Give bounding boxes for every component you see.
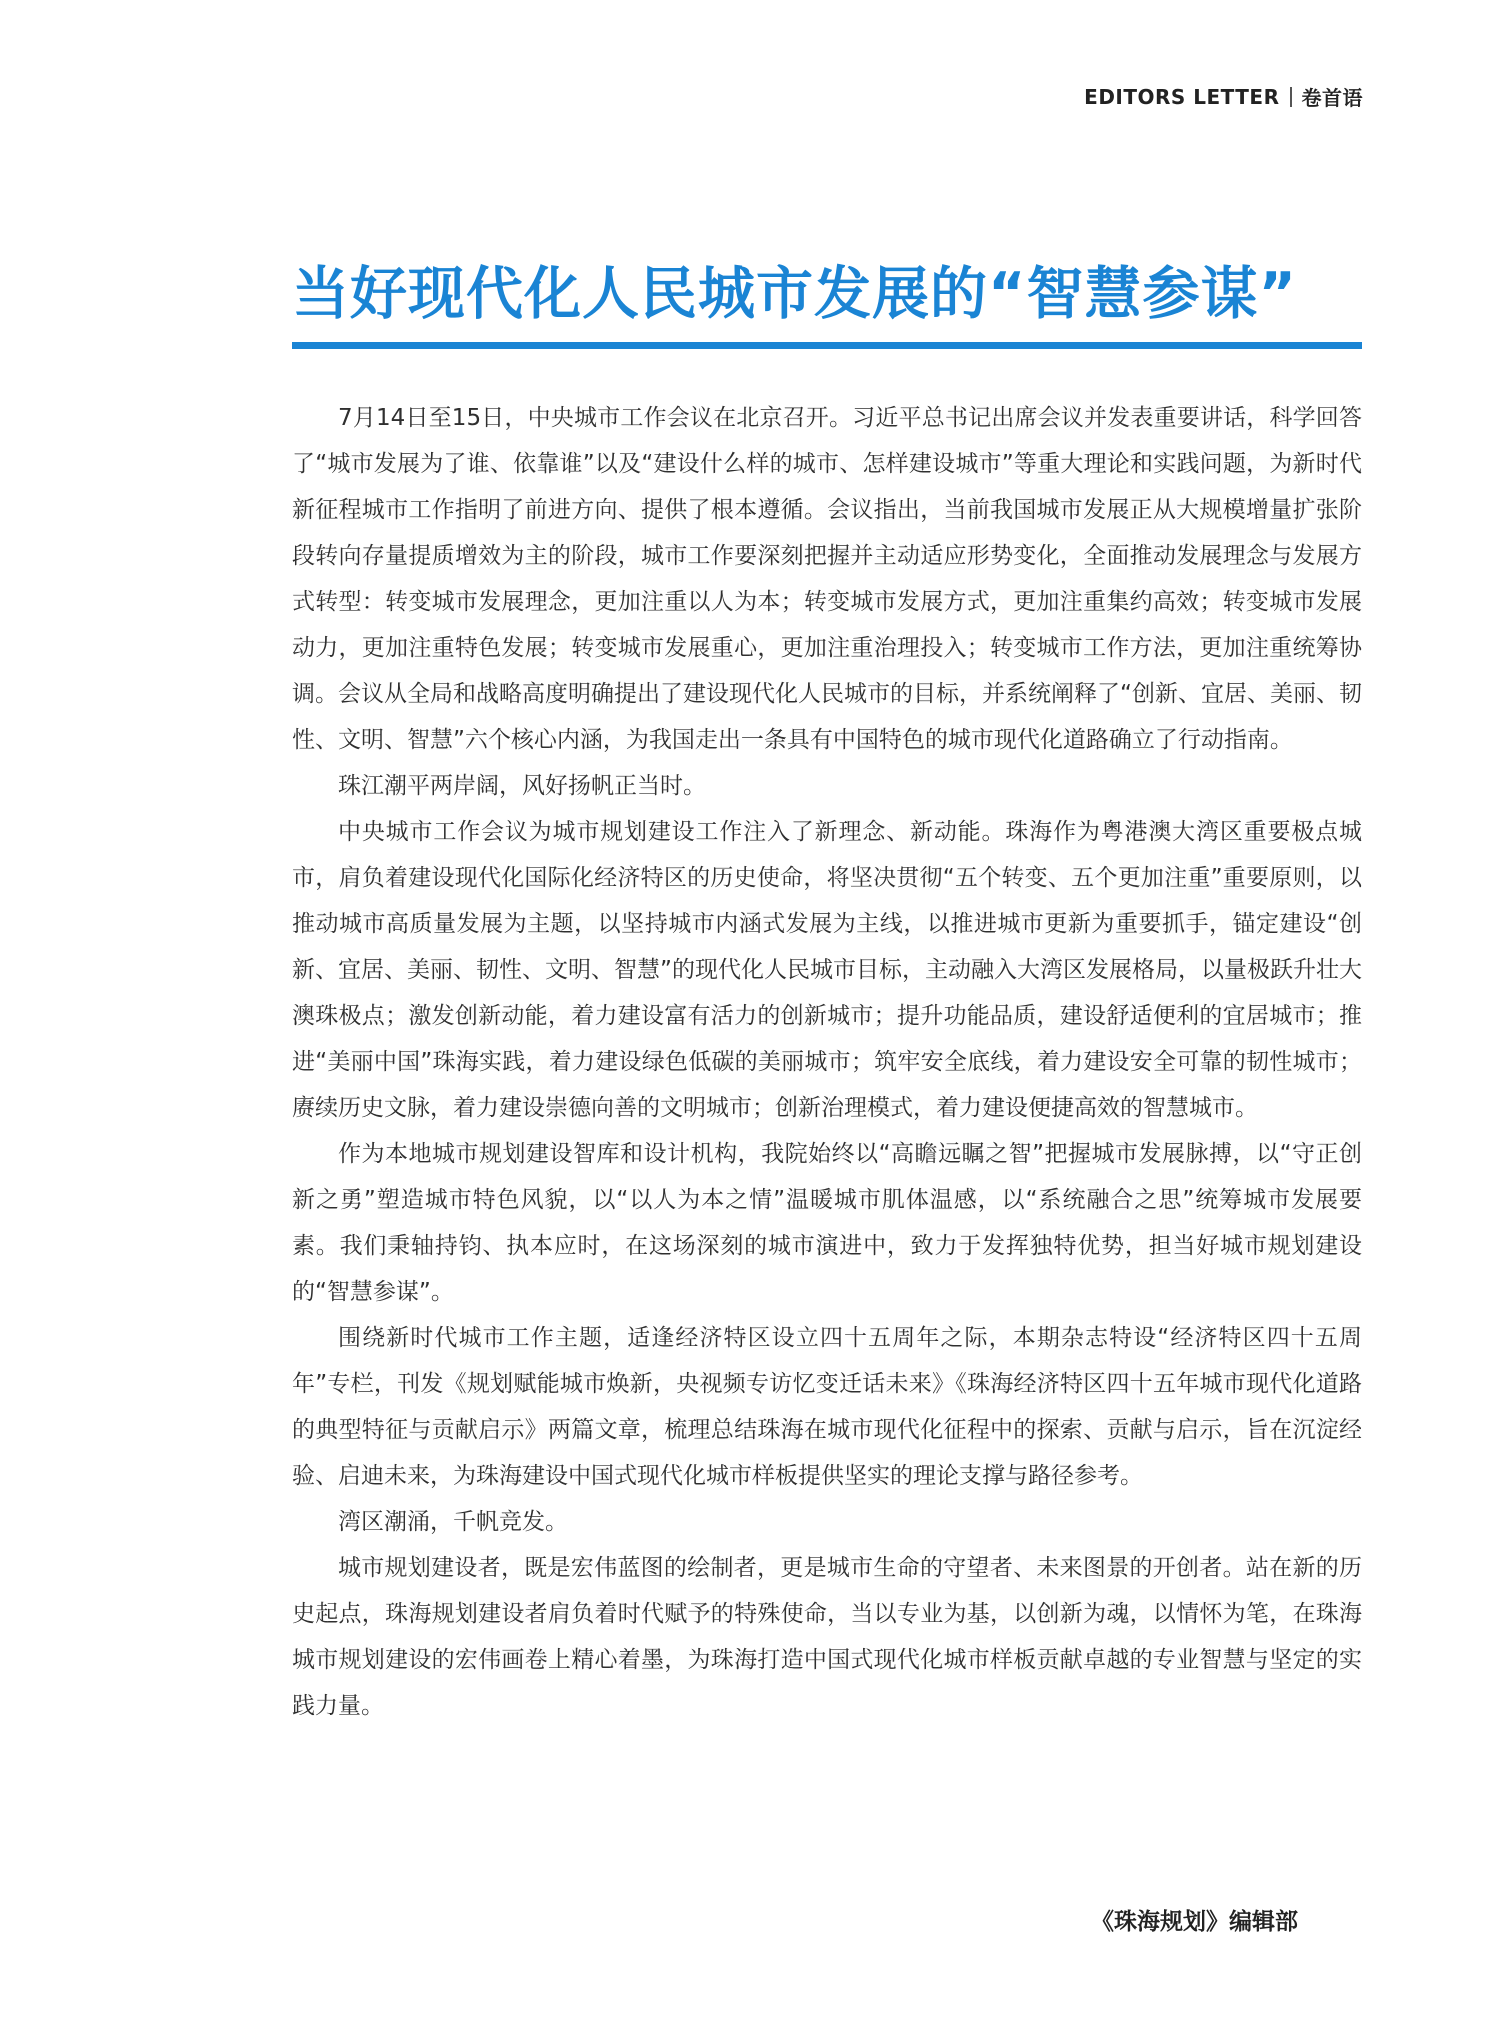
- editorial-signature: 《珠海规划》编辑部: [1091, 1909, 1298, 1935]
- paragraph: 湾区潮涌，千帆竞发。: [338, 1509, 568, 1535]
- article-body: [292, 395, 1362, 1729]
- paragraph: 作为本地城市规划建设智库和设计机构，我院始终以“高瞻远瞩之智”把握城市发展脉搏，以“守正创新之勇”塑造城市特色风貌，以“以人为本之情”温暖城市肌体温感，以“系统融合之思”统筹城市发展要素。我们秉轴持钧、执本应时，在这场深刻的城市演进中，致力于发挥独特优势，担当好城市规划建设的“智慧参谋”。: [292, 1141, 1362, 1305]
- paragraph: 围绕新时代城市工作主题，适逢经济特区设立四十五周年之际，本期杂志特设“经济特区四十五周年”专栏，刊发《规划赋能城市焕新，央视频专访忆变迁话未来》《珠海经济特区四十五年城市现代化道路的典型特征与贡献启示》两篇文章，梳理总结珠海在城市现代化征程中的探索、贡献与启示，旨在沉淀经验、启迪未来，为珠海建设中国式现代化城市样板提供坚实的理论支撑与路径参考。: [292, 1325, 1362, 1489]
- title-underline: [292, 342, 1362, 349]
- paragraph: 中央城市工作会议为城市规划建设工作注入了新理念、新动能。珠海作为粤港澳大湾区重要极点城市，肩负着建设现代化国际化经济特区的历史使命，将坚决贯彻“五个转变、五个更加注重”重要原则，以推动城市高质量发展为主题，以坚持城市内涵式发展为主线，以推进城市更新为重要抓手，锚定建设“创新、宜居、美丽、韧性、文明、智慧”的现代化人民城市目标，主动融入大湾区发展格局，以量极跃升壮大澳珠极点；激发创新动能，着力建设富有活力的创新城市；提升功能品质，建设舒适便利的宜居城市；推进“美丽中国”珠海实践，着力建设绿色低碳的美丽城市；筑牢安全底线，着力建设安全可靠的韧性城市；赓续历史文脉，着力建设崇德向善的文明城市；创新治理模式，着力建设便捷高效的智慧城市。: [292, 819, 1362, 1121]
- paragraph: 珠江潮平两岸阔，风好扬帆正当时。: [338, 773, 706, 799]
- article-title: 当好现代化人民城市发展的“智慧参谋”: [292, 261, 1297, 327]
- paragraph: 城市规划建设者，既是宏伟蓝图的绘制者，更是城市生命的守望者、未来图景的开创者。站在新的历史起点，珠海规划建设者肩负着时代赋予的特殊使命，当以专业为基，以创新为魂，以情怀为笔，在珠海城市规划建设的宏伟画卷上精心着墨，为珠海打造中国式现代化城市样板贡献卓越的专业智慧与坚定的实践力量。: [292, 1555, 1362, 1719]
- section-label-chinese: 卷首语: [1301, 86, 1363, 110]
- header-divider: [1290, 87, 1292, 107]
- paragraph: 7月14日至15日，中央城市工作会议在北京召开。习近平总书记出席会议并发表重要讲话，科学回答了“城市发展为了谁、依靠谁”以及“建设什么样的城市、怎样建设城市”等重大理论和实践问题，为新时代新征程城市工作指明了前进方向、提供了根本遵循。会议指出，当前我国城市发展正从大规模增量扩张阶段转向存量提质增效为主的阶段，城市工作要深刻把握并主动适应形势变化，全面推动发展理念与发展方式转型：转变城市发展理念，更加注重以人为本；转变城市发展方式，更加注重集约高效；转变城市发展动力，更加注重特色发展；转变城市发展重心，更加注重治理投入；转变城市工作方法，更加注重统筹协调。会议从全局和战略高度明确提出了建设现代化人民城市的目标，并系统阐释了“创新、宜居、美丽、韧性、文明、智慧”六个核心内涵，为我国走出一条具有中国特色的城市现代化道路确立了行动指南。: [292, 405, 1362, 753]
- section-label-english: EDITORS LETTER: [1084, 84, 1280, 109]
- section-header: [1084, 82, 1363, 111]
